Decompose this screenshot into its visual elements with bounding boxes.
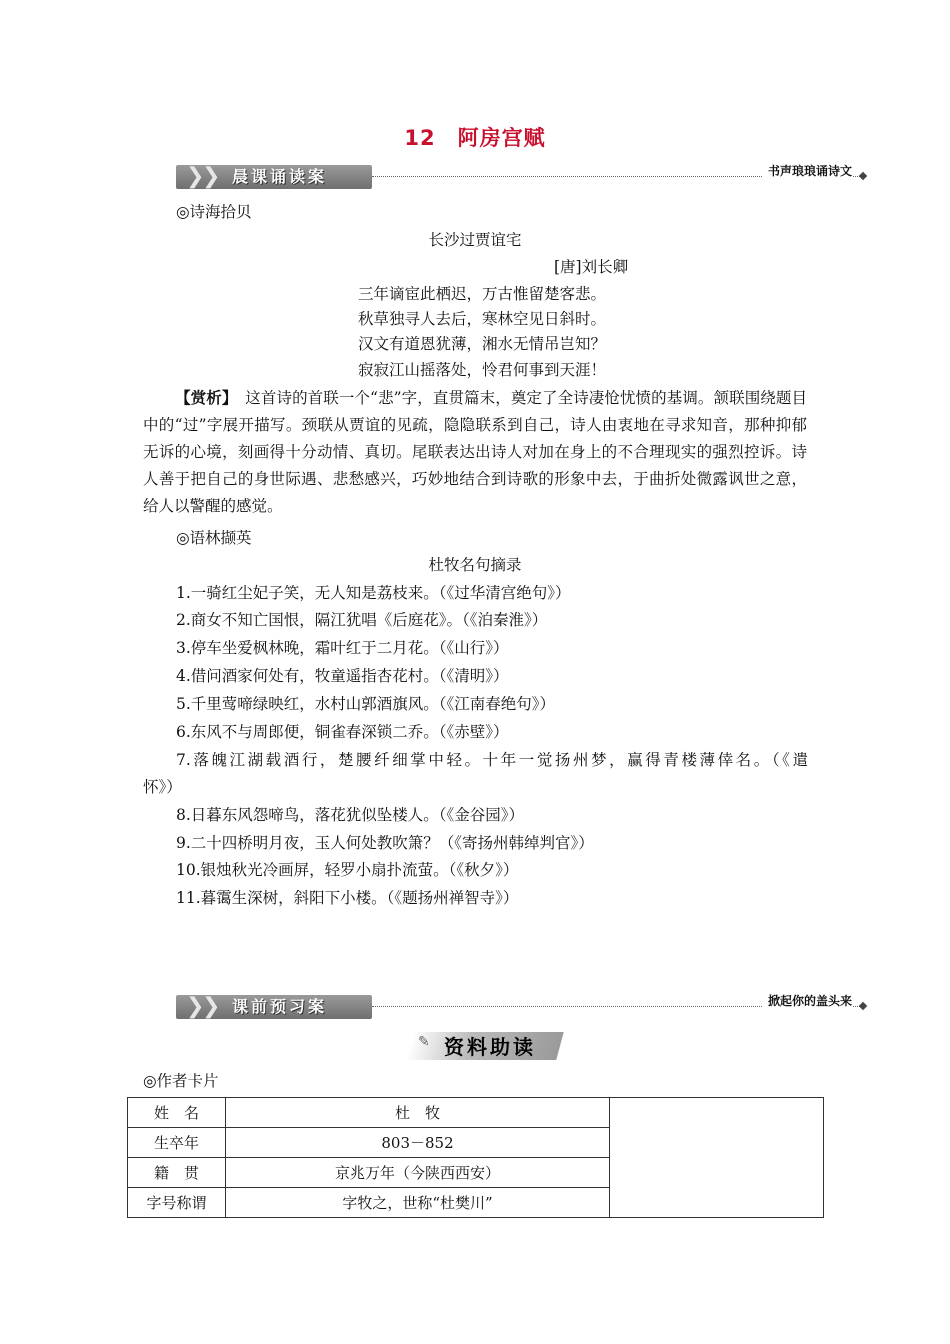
quote-item: 1.一骑红尘妃子笑，无人知是荔枝来。（《过华清宫绝句》）	[176, 584, 571, 602]
section-heading-quotes: ◎语林撷英	[176, 529, 252, 547]
quote-item: 10.银烛秋光冷画屏，轻罗小扇扑流萤。（《秋夕》）	[176, 861, 519, 879]
section-heading-poem: ◎诗海拾贝	[176, 203, 252, 221]
diamond-icon	[859, 172, 867, 180]
quote-item: 4.借问酒家何处有，牧童遥指杏花村。（《清明》）	[176, 667, 509, 685]
chevron-right-icon: ❯	[202, 164, 221, 189]
reading-aid-label: 资料助读	[444, 1035, 536, 1059]
poem-line: 汉文有道恩犹薄，湘水无情吊岂知？	[358, 335, 607, 353]
quote-item: 3.停车坐爱枫林晚，霜叶红于二月花。（《山行》）	[176, 639, 509, 657]
diamond-icon	[859, 1002, 867, 1010]
chevron-right-icon: ❯	[186, 994, 205, 1019]
poem-title: 长沙过贾谊宅	[428, 231, 522, 249]
poem-line: 寂寂江山摇落处，怜君何事到天涯！	[358, 361, 607, 379]
poem-author: [唐]刘长卿	[554, 258, 629, 276]
quote-item: 2.商女不知亡国恨，隔江犹唱《后庭花》。（《泊秦淮》）	[176, 611, 548, 629]
appreciation-paragraph	[143, 384, 807, 520]
table-cell-value: 字牧之，世称“杜樊川”	[226, 1188, 610, 1218]
reading-aid-heading	[410, 1028, 570, 1062]
banner-label: 晨课诵读案	[232, 167, 328, 186]
section-banner-preview	[176, 993, 866, 1023]
chevron-right-icon: ❯	[202, 994, 221, 1019]
quote-item-continued: 怀》）	[143, 778, 182, 796]
table-cell-value: 803－852	[226, 1128, 610, 1158]
banner-label: 课前预习案	[232, 997, 328, 1016]
author-card-table	[127, 1097, 824, 1218]
table-row	[128, 1098, 824, 1128]
banner-slogan: 掀起你的盖头来	[762, 992, 852, 1009]
quote-item: 6.东风不与周郎便，铜雀春深锁二乔。（《赤壁》）	[176, 723, 509, 741]
table-cell-key: 字号称谓	[128, 1188, 226, 1218]
table-cell-key: 籍 贯	[128, 1158, 226, 1188]
table-cell-key: 姓 名	[128, 1098, 226, 1128]
section-heading-author-card: ◎作者卡片	[143, 1072, 219, 1090]
chevron-right-icon: ❯	[186, 164, 205, 189]
quotes-title: 杜牧名句摘录	[428, 556, 522, 574]
appreciation-text: 这首诗的首联一个“悲”字，直贯篇末，奠定了全诗凄怆忧愤的基调。颔联围绕题目中的“过”字展开描写。颈联从贾谊的见疏，隐隐联系到自己，诗人由衷地在寻求知音，那种抑郁无诉的心境，刻画得十分动情、真切。尾联表达出诗人对加在身上的不合理现实的强烈控诉。诗人善于把自己的身世际遇、悲愁感兴，巧妙地结合到诗歌的形象中去，于曲折处微露讽世之意，给人以警醒的感觉。	[143, 389, 807, 515]
table-cell-value: 京兆万年（今陕西西安）	[226, 1158, 610, 1188]
appreciation-label: 【赏析】	[175, 388, 230, 407]
portrait-placeholder	[610, 1098, 824, 1218]
poem-line: 秋草独寻人去后，寒林空见日斜时。	[358, 310, 607, 328]
section-banner-morning	[176, 163, 866, 193]
quote-item: 5.千里莺啼绿映红，水村山郭酒旗风。（《江南春绝句》）	[176, 695, 556, 713]
poem-line: 三年谪宦此栖迟，万古惟留楚客悲。	[358, 285, 607, 303]
quote-item: 7.落魄江湖载酒行，楚腰纤细掌中轻。十年一觉扬州梦，赢得青楼薄倖名。（《遣	[176, 751, 808, 769]
table-cell-key: 生卒年	[128, 1128, 226, 1158]
banner-slogan: 书声琅琅诵诗文	[762, 162, 852, 179]
table-cell-value: 杜 牧	[226, 1098, 610, 1128]
quote-item: 11.暮霭生深树，斜阳下小楼。（《题扬州禅智寺》）	[176, 889, 519, 907]
pen-icon: ✎	[418, 1034, 430, 1050]
quote-item: 8.日暮东风怨啼鸟，落花犹似坠楼人。（《金谷园》）	[176, 806, 525, 824]
quote-item: 9.二十四桥明月夜，玉人何处教吹箫？（《寄扬州韩绰判官》）	[176, 834, 594, 852]
page-title: 12 阿房宫赋	[404, 126, 546, 150]
